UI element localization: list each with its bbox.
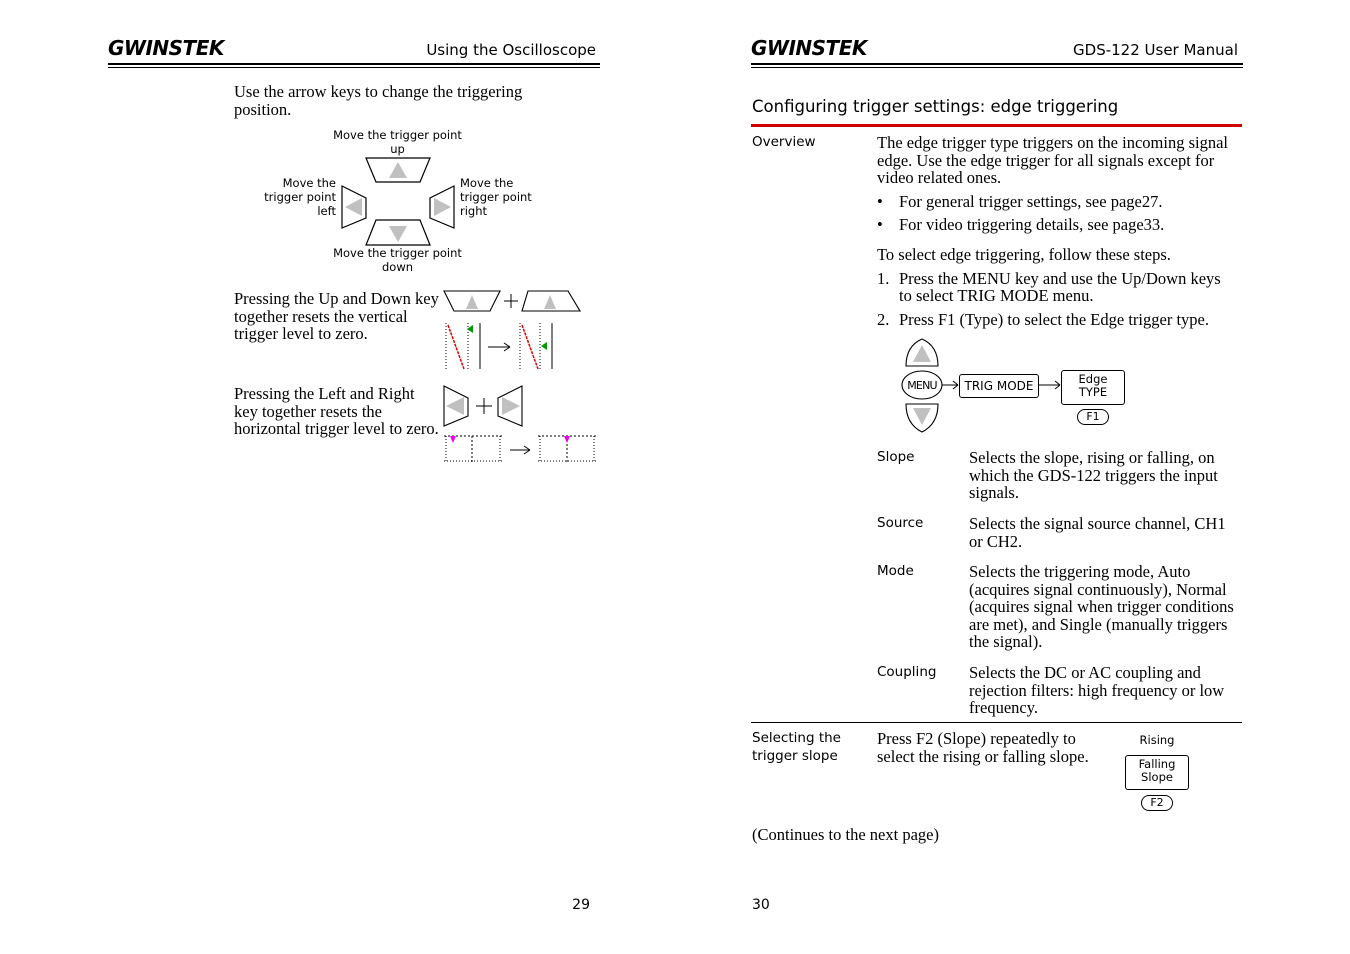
label-move-up: Move the trigger point up [333, 128, 462, 156]
slope-text: Selects the slope, rising or falling, on which the GDS-122 triggers the input signals. [969, 448, 1218, 503]
source-label: Source [877, 515, 924, 531]
header-title-left: Using the Oscilloscope [426, 41, 596, 59]
brand-logo-right: GWINSTEK [751, 36, 867, 60]
section-divider [751, 722, 1242, 723]
label-move-right: Move the trigger point right [460, 176, 532, 218]
falling-slope-softkey[interactable] [1125, 755, 1189, 790]
up-arrow-key[interactable] [366, 158, 430, 182]
up-arrow-key[interactable] [906, 339, 938, 366]
step-number: 1. [877, 268, 890, 288]
intro-text: Use the arrow keys to change the triggering position. [234, 82, 523, 119]
page-number-right: 30 [752, 897, 770, 913]
header-rule-left [108, 63, 600, 65]
header-title-right: GDS-122 User Manual [1073, 41, 1238, 59]
selecting-slope-label-line2: trigger slope [752, 748, 838, 764]
updown-text: Pressing the Up and Down key together resets the vertical trigger level to zero. [234, 289, 439, 344]
selecting-slope-label [752, 729, 841, 765]
header-rule-right [751, 63, 1243, 65]
label-move-left: Move the trigger point left [264, 176, 336, 218]
selecting-slope-text: Press F2 (Slope) repeatedly to select the rising or falling slope. [877, 729, 1089, 766]
step-text: Press the MENU key and use the Up/Down keys to select TRIG MODE menu. [899, 268, 1221, 306]
overview-text: The edge trigger type triggers on the incoming signal edge. Use the edge trigger for all signals except for video related ones. [877, 133, 1228, 188]
left-arrow-key[interactable] [342, 186, 366, 228]
coupling-label: Coupling [877, 664, 937, 680]
edge-type-line2: TYPE [1078, 385, 1108, 399]
down-arrow-key[interactable] [366, 220, 430, 245]
updown-reset-figure [440, 289, 585, 375]
arrow-key-cluster [340, 156, 456, 248]
trig-mode-box: TRIG MODE [959, 374, 1039, 398]
step-text: Press F1 (Type) to select the Edge trigger type. [899, 309, 1209, 329]
falling-line1: Falling [1138, 757, 1176, 771]
step-item [877, 270, 1237, 305]
page-number-left: 29 [572, 897, 590, 913]
edge-type-line1: Edge [1078, 372, 1108, 386]
steps-list [877, 270, 1237, 329]
source-text: Selects the signal source channel, CH1 or CH2. [969, 514, 1226, 551]
header-rule-right-thin [751, 67, 1243, 68]
mode-text: Selects the triggering mode, Auto (acquires signal continuously), Normal (acquires signal when trigger conditions are met), and Single (manually triggers the signal). [969, 562, 1234, 652]
rising-label: Rising [1139, 733, 1175, 747]
overview-label: Overview [752, 134, 816, 150]
header-rule-left-thin [108, 67, 600, 68]
step-item [877, 311, 1237, 329]
section-title: Configuring trigger settings: edge triggering [752, 97, 1119, 116]
section-title-rule [751, 124, 1242, 127]
edge-type-softkey[interactable] [1061, 370, 1125, 405]
step-number: 2. [877, 309, 890, 329]
menu-key-label: MENU [907, 379, 937, 392]
brand-logo-left: GWINSTEK [108, 36, 224, 60]
overview-bullets [877, 193, 1237, 234]
f2-key[interactable]: F2 [1141, 795, 1173, 811]
coupling-text: Selects the DC or AC coupling and rejection filters: high frequency or low frequency. [969, 663, 1225, 718]
selecting-slope-label-line1: Selecting the [752, 730, 841, 746]
continues-note: (Continues to the next page) [752, 825, 939, 844]
slope-label: Slope [877, 449, 915, 465]
right-arrow-key[interactable] [430, 186, 454, 228]
down-arrow-key[interactable] [906, 404, 938, 432]
bullet-item: • For video triggering details, see page33. [877, 216, 1237, 234]
mode-label: Mode [877, 563, 914, 579]
falling-line2: Slope [1141, 770, 1173, 784]
label-move-down: Move the trigger point down [333, 246, 462, 274]
leftright-text: Pressing the Left and Right key together resets the horizontal trigger level to zero. [234, 384, 439, 439]
f1-key[interactable]: F1 [1077, 409, 1109, 425]
overview-block [877, 134, 1237, 334]
steps-intro: To select edge triggering, follow these steps. [877, 244, 1171, 264]
bullet-item: • For general trigger settings, see page27. [877, 193, 1237, 211]
leftright-reset-figure [440, 384, 600, 466]
